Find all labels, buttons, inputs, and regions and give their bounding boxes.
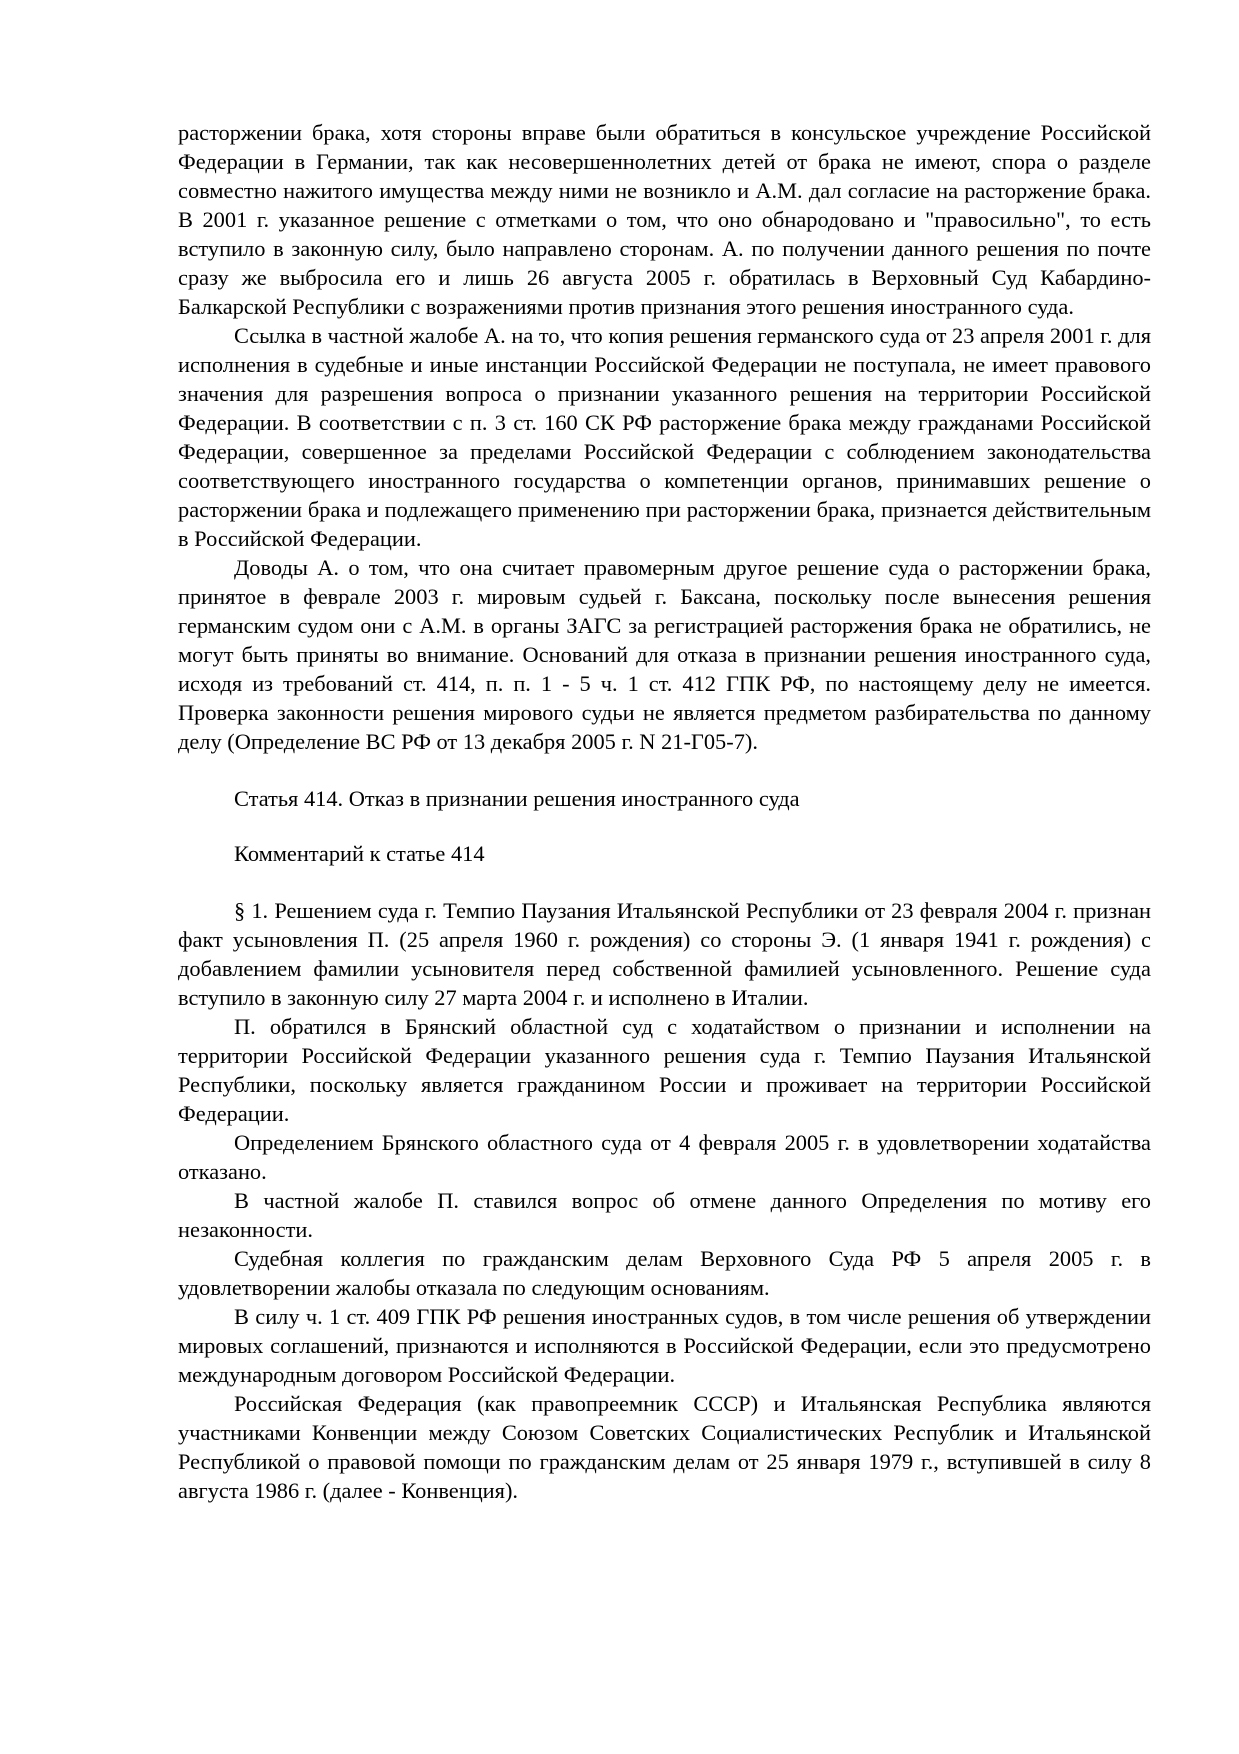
paragraph: П. обратился в Брянский областной суд с ходатайством о признании и исполнении на территории Российской Федерации указанного решения суда г. Темпио Паузания Итальянской Республики, поскольку является гражданином России и проживает на территории Российской Федерации. (178, 1014, 1151, 1126)
paragraph: расторжении брака, хотя стороны вправе были обратиться в консульское учреждение Российской Федерации в Германии, так как несовершеннолетних детей от брака не имеют, спора о разделе совместно нажитого имущества между ними не возникло и А.М. дал согласие на расторжение брака. В 2001 г. указанное решение с отметками о том, что оно обнародовано и "правосильно", то есть вступило в законную силу, было направлено сторонам. А. по получении данного решения по почте сразу же выбросила его и лишь 26 августа 2005 г. обратилась в Верховный Суд Кабардино-Балкарской Республики с возражениями против признания этого решения иностранного суда. (178, 120, 1151, 319)
paragraph: Российская Федерация (как правопреемник СССР) и Итальянская Республика являются участниками Конвенции между Союзом Советских Социалистических Республик и Итальянской Республикой о правовой помощи по гражданским делам от 25 января 1979 г., вступившей в силу 8 августа 1986 г. (далее - Конвенция). (178, 1391, 1151, 1503)
document-page (178, 118, 1151, 1505)
paragraph: В частной жалобе П. ставился вопрос об отмене данного Определения по мотиву его незаконности. (178, 1188, 1151, 1242)
paragraph: Ссылка в частной жалобе А. на то, что копия решения германского суда от 23 апреля 2001 г. для исполнения в судебные и иные инстанции Российской Федерации не поступала, не имеет правового значения для разрешения вопроса о признании указанного решения на территории Российской Федерации. В соответствии с п. 3 ст. 160 СК РФ расторжение брака между гражданами Российской Федерации, совершенное за пределами Российской Федерации с соблюдением законодательства соответствующего иностранного государства о компетенции органов, принимавших решение о расторжении брака и подлежащего применению при расторжении брака, признается действительным в Российской Федерации. (178, 323, 1151, 551)
paragraph: В силу ч. 1 ст. 409 ГПК РФ решения иностранных судов, в том числе решения об утверждении мировых соглашений, признаются и исполняются в Российской Федерации, если это предусмотрено международным договором Российской Федерации. (178, 1304, 1151, 1387)
article-title: Статья 414. Отказ в признании решения иностранного суда (234, 786, 800, 811)
paragraph: Судебная коллегия по гражданским делам Верховного Суда РФ 5 апреля 2005 г. в удовлетворении жалобы отказала по следующим основаниям. (178, 1246, 1151, 1300)
paragraph: Определением Брянского областного суда от 4 февраля 2005 г. в удовлетворении ходатайства отказано. (178, 1130, 1151, 1184)
paragraph: § 1. Решением суда г. Темпио Паузания Итальянской Республики от 23 февраля 2004 г. признан факт усыновления П. (25 апреля 1960 г. рождения) со стороны Э. (1 января 1941 г. рождения) с добавлением фамилии усыновителя перед собственной фамилией усыновленного. Решение суда вступило в законную силу 27 марта 2004 г. и исполнено в Италии. (178, 898, 1151, 1010)
comment-title: Комментарий к статье 414 (234, 841, 485, 866)
paragraph: Доводы А. о том, что она считает правомерным другое решение суда о расторжении брака, принятое в феврале 2003 г. мировым судьей г. Баксана, поскольку после вынесения решения германским судом они с А.М. в органы ЗАГС за регистрацией расторжения брака не обратились, не могут быть приняты во внимание. Оснований для отказа в признании решения иностранного суда, исходя из требований ст. 414, п. п. 1 - 5 ч. 1 ст. 412 ГПК РФ, по настоящему делу не имеется. Проверка законности решения мирового судьи не является предметом разбирательства по данному делу (Определение ВС РФ от 13 декабря 2005 г. N 21-Г05-7). (178, 555, 1151, 754)
